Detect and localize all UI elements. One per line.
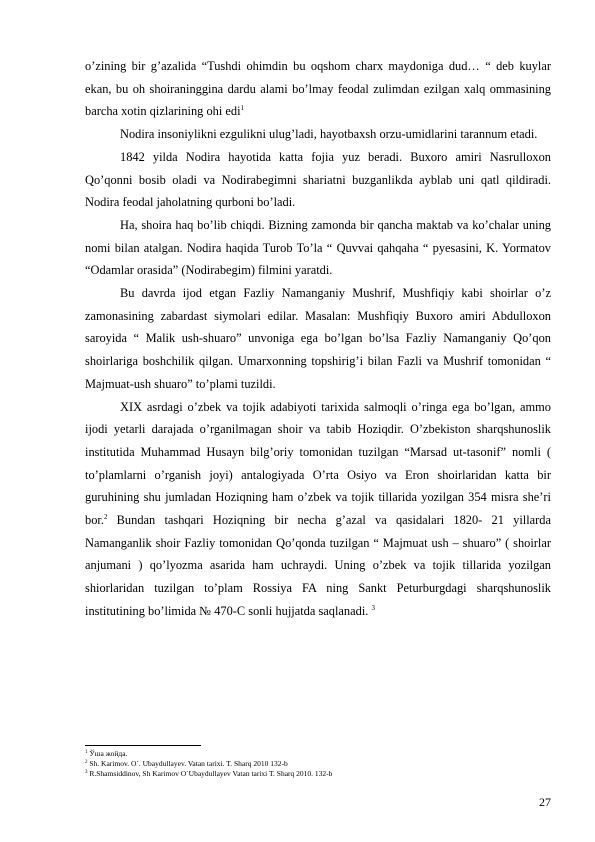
page-number: 27 <box>539 795 551 809</box>
footnote-3 <box>85 769 551 779</box>
footnote-ref-2[interactable]: 2 <box>103 513 108 522</box>
paragraph-6-text-b: Bundan tashqari Hoziqning bir necha g’azal va qasidalari 1820- 21 yillarda Namanganlik shoir Fazliy tomonidan Qo’qonda tuzilgan “ Majmuat ush – shuaro” ( shoirlar anjumani ) qo’lyozma asarida ham uchraydi. Uning o’zbek va tojik tillarida yozilgan shiorlaridan tuzilgan to’plam Rossiya FA ning Sankt Peturburgdagi sharqshunoslik institutining bo’limida № 470-C sonli hujjatda saqlanadi. <box>85 513 551 618</box>
footnote-2-text: Sh. Karimov. O`. Ubaydullayev. Vatan tarixi. T. Sharq 2010 132-b <box>87 759 288 769</box>
footnote-1-number: 1 <box>85 750 88 755</box>
footnote-3-number: 3 <box>85 770 88 776</box>
paragraph-6 <box>85 396 551 623</box>
footnote-separator <box>85 745 201 746</box>
footnote-3-text: R.Shamsiddinov, Sh Karimov O`Ubaydullayev Vatan tarixi T. Sharq 2010. 132-b <box>87 769 333 779</box>
paragraph-1-text: o’zining bir g’azalida “Tushdi ohimdin bu oqshom charx maydoniga dud… “ deb kuylar ekan, bu oh shoiraninggina dardu alami bo’lmay feodal zulimdan ezilgan xalq ommasining barcha xotin qizlarining ohi edi <box>85 59 551 119</box>
footnote-2-number: 2 <box>85 760 88 766</box>
page-body <box>85 55 551 623</box>
paragraph-1 <box>85 55 551 123</box>
footnote-ref-1[interactable]: 1 <box>240 104 245 113</box>
paragraph-5: Bu davrda ijod etgan Fazliy Namanganiy Mushrif, Mushfiqiy kabi shoirlar o’z zamonasining zabardast siymolari edilar. Masalan: Mushfiqiy Buxoro amiri Abdulloxon saroyida “ Malik ush-shuaro” unvoniga ega bo’lgan bo’lsa Fazliy Namanganiy Qo’qon shoirlariga boshchilik qilgan. Umarxonning topshirig’i bilan Fazli va Mushrif tomonidan “ Majmuat-ush shuaro” to’plami tuzildi. <box>85 286 551 391</box>
footnote-1 <box>85 749 551 759</box>
paragraph-2: Nodira insoniylikni ezgulikni ulug’ladi, hayotbaxsh orzu-umidlarini tarannum etadi. <box>120 127 538 142</box>
paragraph-3: 1842 yilda Nodira hayotida katta fojia yuz beradi. Buxoro amiri Nasrulloxon Qo’qonni bosib oladi va Nodirabegimni shariatni buzganlikda ayblab uni qatl qildiradi. Nodira feodal jaholatning qurboni bo’ladi. <box>85 149 551 210</box>
paragraph-6-text-a: XIX asrdagi o’zbek va tojik adabiyoti tarixida salmoqli o’ringa ega bo’lgan, ammo ijodi yetarli darajada o’rganilmagan shoir va tabib Hoziqdir. O’zbekiston sharqshunoslik institutida Muhammad Husayn bilg’oriy tomonidan tuzilgan “Marsad ut-tasonif” nomli ( to’plamlarni o’rganish joyi) antalogiyada O’rta Osiyo va Eron shoirlaridan katta bir guruhining shu jumladan Hoziqning ham o’zbek va tojik tillarida yozilgan 354 misra she’ri bor. <box>85 399 551 528</box>
footnote-2 <box>85 759 551 769</box>
paragraph-4: Ha, shoira haq bo’lib chiqdi. Bizning zamonda bir qancha maktab va ko’chalar uning nomi bilan atalgan. Nodira haqida Turob To’la “ Quvvai qahqaha “ pyesasini, K. Yormatov “Odamlar orasida” (Nodirabegim) filmini yaratdi. <box>85 217 551 278</box>
footnotes <box>85 749 551 780</box>
footnote-ref-3[interactable]: 3 <box>371 603 375 612</box>
footnote-1-text: Ўша жойда. <box>87 749 128 758</box>
